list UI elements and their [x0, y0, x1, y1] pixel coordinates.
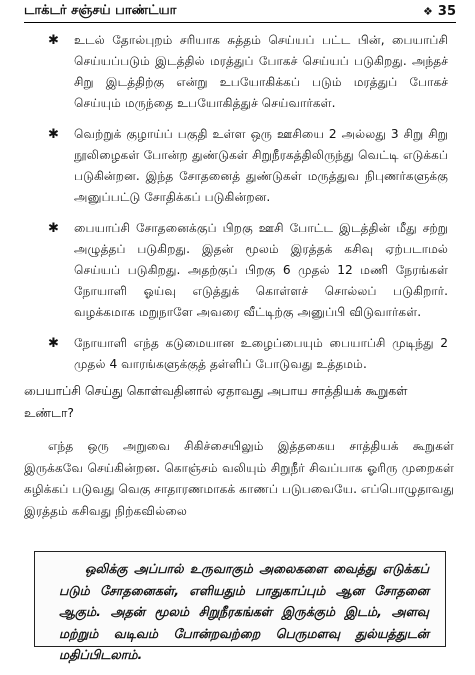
- list-item-text: பையாப்சி சோதனைக்குப் பிறகு ஊசி போட்ட இடத்தின் மீது சற்று அழுத்தப் படுகிறது. இதன் மூலம் இரத்தக் கசிவு ஏற்படாமல் செய்யப் படுகிறது. அதற்குப் பிறகு 6 முதல் 12 மணி நேரங்கள் நோயாளி ஓய்வு எடுத்துக் கொள்ளச் சொல்லப் படுகிறார். வழக்கமாக மறுநாளே அவரை வீட்டிற்கு அனுப்பி விடுவார்கள்.: [74, 221, 448, 319]
- star-bullet-icon: ✱: [48, 221, 59, 236]
- list-item: [48, 124, 448, 208]
- question-heading: பையாப்சி செய்து கொள்வதினால் ஏதாவது அபாய சாத்தியக் கூறுகள் உண்டா?: [24, 383, 408, 420]
- callout-box: ஒலிக்கு அப்பால் உருவாகும் அலைகளை வைத்து எடுக்கப் படும் சோதனைகள், எளியதும் பாதுகாப்பும் ஆன சோதனை ஆகும். அதன் மூலம் சிறுநீரகங்கள் இருக்கும் இடம், அளவு மற்றும் வடிவம் போன்றவற்றை பெருமளவு துல்யத்துடன் மதிப்பிடலாம்.: [34, 551, 446, 647]
- page-number: 35: [437, 3, 456, 19]
- author-name: டாக்டர் சஞ்சய் பாண்ட்யா: [24, 3, 177, 18]
- star-bullet-icon: ✱: [48, 33, 59, 48]
- diamond-ornament-icon: ❖: [423, 4, 433, 18]
- page-number-group: [423, 4, 456, 19]
- procedure-steps-list: [48, 30, 448, 385]
- page-header: [24, 0, 456, 23]
- list-item: [48, 218, 448, 323]
- list-item: [48, 333, 448, 375]
- star-bullet-icon: ✱: [48, 127, 59, 142]
- list-item-text: வெற்றுக் குழாய்ப் பகுதி உள்ள ஒரு ஊசியை 2 அல்லது 3 சிறு சிறு நூலிழைகள் போன்ற துண்டுகள் சிறுநீரகத்திலிருந்து வெட்டி எடுக்கப் படுகின்றன. இந்த சோதனைத் துண்டுகள் மருத்துவ நிபுணர்களுக்கு அனுப்பட்டு சோதிக்கப் படுகின்றன.: [74, 127, 448, 204]
- star-bullet-icon: ✱: [48, 336, 59, 351]
- answer-paragraph: எந்த ஒரு அறுவை சிகிச்சையிலும் இத்தகைய சாத்தியக் கூறுகள் இருக்கவே செய்கின்றன. கொஞ்சம் வலியும் சிறுநீர் சிவப்பாக ஓரிரு முறைகள் கழிக்கப் படுவது வெகு சாதாரணமாகக் காணப் படுபவையே. எப்பொழுதாவது இரத்தம் கசிவது நிற்கவில்லை: [24, 439, 454, 518]
- list-item: [48, 30, 448, 114]
- list-item-text: நோயாளி எந்த கடுமையான உழைப்பையும் பையாப்சி முடிந்து 2 முதல் 4 வாரங்களுக்குத் தள்ளிப் போடுவது உத்தமம்.: [74, 336, 448, 371]
- list-item-text: உடல் தோல்புறம் சரியாக சுத்தம் செய்யப் பட்ட பின், பையாப்சி செய்யப்படும் இடத்தில் மரத்துப் போகச் செய்யப் படுகிறது. அந்தச் சிறு இடத்திற்கு என்று உபயோகிக்கப் படும் மரத்துப் போகச் செய்யும் மருந்தை உபயோகித்துச் செய்வார்கள்.: [74, 33, 448, 110]
